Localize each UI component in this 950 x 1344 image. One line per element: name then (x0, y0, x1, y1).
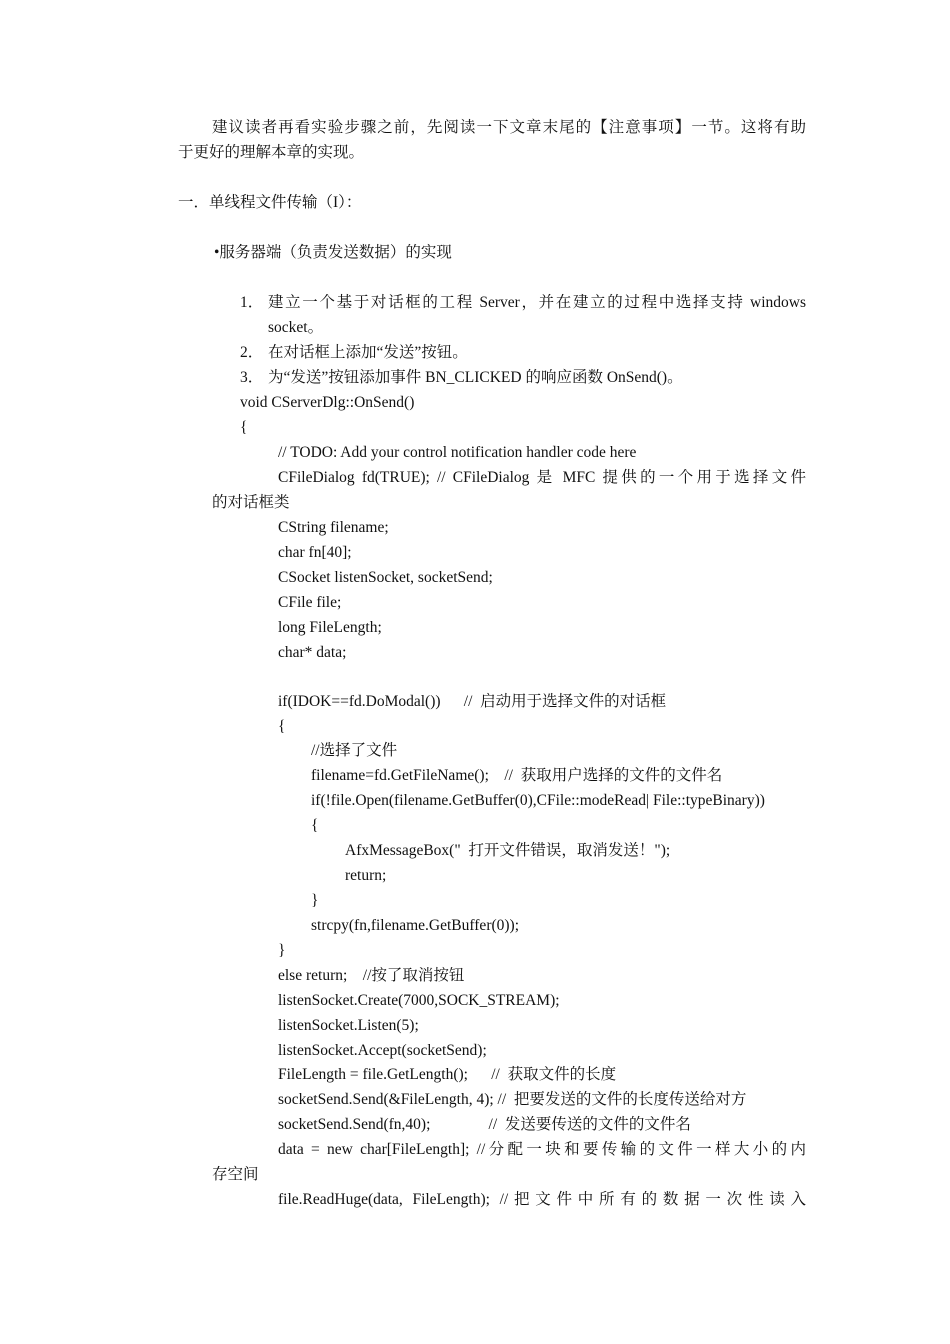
code-line: //选择了文件 (311, 742, 398, 759)
code-line: } (278, 942, 286, 959)
code-line: data = new char[FileLength]; //分配一块和要传输的文件一样大小的内 (278, 1141, 806, 1158)
code-line: socketSend.Send(fn,40); // 发送要传送的文件的文件名 (278, 1116, 691, 1133)
intro-line-2: 于更好的理解本章的实现。 (178, 144, 365, 161)
code-line: file.ReadHuge(data, FileLength); //把文件中所有的数据一次性读入 (278, 1191, 806, 1208)
code-line: listenSocket.Listen(5); (278, 1017, 419, 1034)
step-3-number: 3． (240, 369, 264, 386)
step-2-text: 在对话框上添加“发送”按钮。 (268, 344, 468, 361)
code-line: socketSend.Send(&FileLength, 4); // 把要发送的文件的长度传送给对方 (278, 1091, 747, 1108)
step-1-continuation: socket。 (268, 319, 324, 336)
code-line: 的对话框类 (212, 494, 290, 511)
code-line: listenSocket.Create(7000,SOCK_STREAM); (278, 992, 560, 1009)
code-line: CFile file; (278, 594, 342, 611)
code-line: } (311, 892, 319, 909)
subsection-heading: •服务器端（负责发送数据）的实现 (214, 244, 452, 261)
code-line: return; (345, 867, 387, 884)
code-line: if(!file.Open(filename.GetBuffer(0),CFile::modeRead| File::typeBinary)) (311, 792, 765, 809)
code-line: char fn[40]; (278, 544, 352, 561)
code-line: filename=fd.GetFileName(); // 获取用户选择的文件的文件名 (311, 767, 723, 784)
code-line: AfxMessageBox(" 打开文件错误，取消发送！"); (345, 842, 671, 859)
code-line: { (240, 419, 248, 436)
code-line: { (278, 718, 286, 735)
code-line: FileLength = file.GetLength(); // 获取文件的长度 (278, 1066, 617, 1083)
code-line: { (311, 817, 319, 834)
code-line: 存空间 (212, 1166, 259, 1183)
code-line: void CServerDlg::OnSend() (240, 394, 415, 411)
step-1-text: 建立一个基于对话框的工程 Server，并在建立的过程中选择支持 windows (268, 294, 806, 311)
code-line: strcpy(fn,filename.GetBuffer(0)); (311, 917, 520, 934)
step-1-number: 1． (240, 294, 264, 311)
intro-line-1: 建议读者再看实验步骤之前，先阅读一下文章末尾的【注意事项】一节。这将有助 (212, 119, 806, 136)
code-line: char* data; (278, 644, 347, 661)
code-line: else return; //按了取消按钮 (278, 967, 465, 984)
section-heading: 一．单线程文件传输（I）： (178, 194, 362, 211)
code-line: CSocket listenSocket, socketSend; (278, 569, 493, 586)
step-3-text: 为“发送”按钮添加事件 BN_CLICKED 的响应函数 OnSend()。 (268, 369, 683, 386)
code-line: long FileLength; (278, 619, 382, 636)
step-2-number: 2． (240, 344, 264, 361)
code-line: if(IDOK==fd.DoModal()) // 启动用于选择文件的对话框 (278, 693, 667, 710)
code-line: CFileDialog fd(TRUE); // CFileDialog 是 MFC 提供的一个用于选择文件 (278, 469, 806, 486)
code-line: // TODO: Add your control notification handler code here (278, 444, 637, 461)
code-line: CString filename; (278, 519, 389, 536)
code-line: listenSocket.Accept(socketSend); (278, 1042, 487, 1059)
